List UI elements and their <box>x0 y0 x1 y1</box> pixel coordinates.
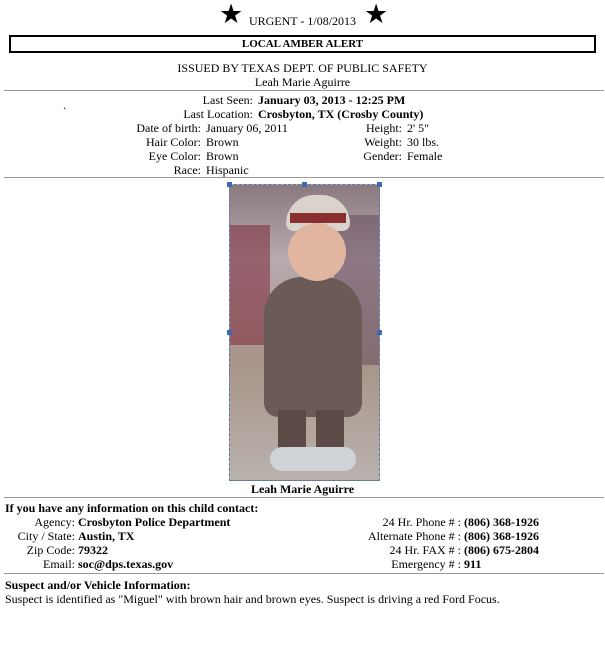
height-label: Height: <box>366 121 402 135</box>
email-label: Email: <box>43 557 75 571</box>
phone-label: 24 Hr. Phone # : <box>382 515 461 529</box>
last-location-value: Crosbyton, TX (Crosby County) <box>258 107 424 121</box>
emergency-value: 911 <box>464 557 482 571</box>
weight-label: Weight: <box>364 135 402 149</box>
race-value: Hispanic <box>206 163 249 177</box>
resize-handle[interactable] <box>377 182 382 187</box>
city-state-label: City / State: <box>17 529 75 543</box>
agency-value: Crosbyton Police Department <box>78 515 231 529</box>
gender-value: Female <box>407 149 443 163</box>
email-value[interactable]: soc@dps.texas.gov <box>78 557 174 571</box>
dob-value: January 06, 2011 <box>206 121 288 135</box>
dot-mark: . <box>63 98 66 112</box>
phone-value: (806) 368-1926 <box>464 515 539 529</box>
last-seen-label: Last Seen: <box>202 93 253 107</box>
divider <box>4 573 604 574</box>
zip-code-value: 79322 <box>78 543 108 557</box>
alt-phone-label: Alternate Phone # : <box>368 529 461 543</box>
photo-caption: Leah Marie Aguirre <box>250 482 355 496</box>
dob-label: Date of birth: <box>136 121 201 135</box>
fax-label: 24 Hr. FAX # : <box>389 543 461 557</box>
resize-handle[interactable] <box>227 182 232 187</box>
hair-color-value: Brown <box>206 135 239 149</box>
gender-label: Gender: <box>363 149 402 163</box>
city-state-value: Austin, TX <box>78 529 135 543</box>
weight-value: 30 lbs. <box>407 135 440 149</box>
amber-alert-banner: LOCAL AMBER ALERT <box>9 35 596 53</box>
resize-handle[interactable] <box>227 330 232 335</box>
resize-handle[interactable] <box>302 182 307 187</box>
star-right-icon: ★ <box>364 0 389 29</box>
child-photo <box>229 184 380 481</box>
fax-value: (806) 675-2804 <box>464 543 539 557</box>
divider <box>4 177 604 178</box>
zip-code-label: Zip Code: <box>26 543 75 557</box>
divider <box>4 497 604 498</box>
emergency-label: Emergency # : <box>391 557 461 571</box>
child-name-header: Leah Marie Aguirre <box>254 75 351 89</box>
hair-color-label: Hair Color: <box>146 135 201 149</box>
contact-heading: If you have any information on this child contact: <box>5 501 259 515</box>
resize-handle[interactable] <box>377 330 382 335</box>
last-location-label: Last Location: <box>183 107 253 121</box>
star-left-icon: ★ <box>219 0 244 29</box>
race-label: Race: <box>173 163 201 177</box>
suspect-heading: Suspect and/or Vehicle Information: <box>5 578 191 592</box>
last-seen-value: January 03, 2013 - 12:25 PM <box>258 93 406 107</box>
agency-label: Agency: <box>34 515 75 529</box>
urgent-date-line: URGENT - 1/08/2013 <box>248 14 357 28</box>
issued-by-line: ISSUED BY TEXAS DEPT. OF PUBLIC SAFETY <box>177 61 428 75</box>
suspect-description: Suspect is identified as "Miguel" with brown hair and brown eyes. Suspect is driving a red Ford Focus. <box>5 592 500 606</box>
eye-color-value: Brown <box>206 149 239 163</box>
height-value: 2' 5" <box>407 121 430 135</box>
divider <box>4 90 604 91</box>
eye-color-label: Eye Color: <box>148 149 201 163</box>
alt-phone-value: (806) 368-1926 <box>464 529 539 543</box>
